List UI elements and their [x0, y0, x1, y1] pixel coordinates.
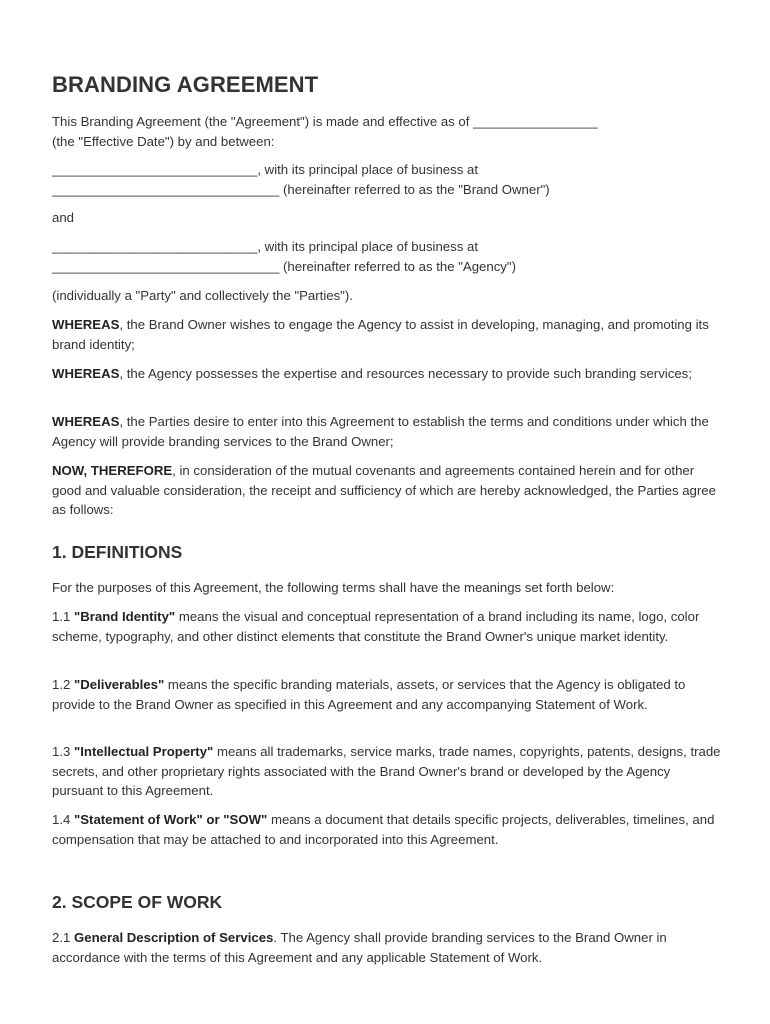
item-number: 2.1	[52, 930, 74, 945]
recital-paragraph	[52, 364, 722, 384]
item-number: 1.2	[52, 677, 74, 692]
section-intro: For the purposes of this Agreement, the following terms shall have the meanings set forth below:	[52, 580, 615, 595]
parties-paragraph: (individually a "Party" and collectively the "Parties").	[52, 288, 353, 303]
section-heading: 2. SCOPE OF WORK	[52, 892, 223, 912]
item-number: 1.3	[52, 744, 74, 759]
intro-line: This Branding Agreement (the "Agreement") is made and effective as of _________________	[52, 114, 598, 129]
recital-text: , the Parties desire to enter into this Agreement to establish the terms and conditions under which the Agency will provide branding services to the Brand Owner;	[52, 414, 709, 449]
recital-paragraph	[52, 315, 722, 354]
definition-item	[52, 607, 722, 646]
definition-text: means a document that details specific projects, deliverables, timelines, and compensation that may be attached to and incorporated into this Agreement.	[52, 812, 715, 847]
clause-title: General Description of Services	[74, 930, 274, 945]
brand-owner-paragraph	[52, 160, 722, 199]
party-line: _______________________________ (hereinafter referred to as the "Brand Owner")	[52, 181, 550, 197]
party-line: ____________________________, with its principal place of business at	[52, 162, 478, 177]
intro-paragraph	[52, 112, 722, 151]
recital-paragraph	[52, 412, 722, 451]
definition-item	[52, 810, 722, 849]
definition-text: means all trademarks, service marks, trade names, copyrights, patents, designs, trade secrets, and other proprietary rights associated with the Brand Owner's brand or developed by the Agency pursuant to this Agreement.	[52, 744, 721, 799]
item-number: 1.4	[52, 812, 74, 827]
definition-text: means the visual and conceptual representation of a brand including its name, logo, color scheme, typography, and other distinct elements that constitute the Brand Owner's unique market identity.	[52, 609, 700, 644]
clause-text: . The Agency shall provide branding services to the Brand Owner in accordance with the terms of this Agreement and any applicable Statement of Work.	[52, 930, 667, 965]
party-line: ____________________________, with its principal place of business at	[52, 239, 478, 254]
intro-line: (the "Effective Date") by and between:	[52, 133, 275, 149]
recital-text: , the Agency possesses the expertise and resources necessary to provide such branding services;	[119, 366, 692, 381]
recital-label: WHEREAS	[52, 317, 120, 332]
definition-text: means the specific branding materials, assets, or services that the Agency is obligated to provide to the Brand Owner as specified in this Agreement and any accompanying Statement of Work.	[52, 677, 686, 712]
recital-text: , in consideration of the mutual covenants and agreements contained herein and for other good and valuable consideration, the receipt and sufficiency of which are hereby acknowledged, the Parties agree as follows:	[52, 463, 716, 518]
agency-paragraph	[52, 237, 722, 276]
recital-label: NOW, THEREFORE	[52, 463, 173, 478]
recital-paragraph	[52, 461, 722, 520]
definition-item	[52, 675, 722, 714]
recital-label: WHEREAS	[52, 366, 120, 381]
defined-term: "Intellectual Property"	[74, 744, 214, 759]
and-text: and	[52, 210, 75, 225]
defined-term: "Statement of Work" or "SOW"	[74, 812, 268, 827]
document-title: BRANDING AGREEMENT	[52, 72, 319, 97]
party-line: _______________________________ (hereinafter referred to as the "Agency")	[52, 258, 516, 274]
scope-item	[52, 928, 722, 967]
defined-term: "Brand Identity"	[74, 609, 176, 624]
recital-label: WHEREAS	[52, 414, 120, 429]
recital-text: , the Brand Owner wishes to engage the Agency to assist in developing, managing, and promoting its brand identity;	[52, 317, 709, 352]
item-number: 1.1	[52, 609, 74, 624]
defined-term: "Deliverables"	[74, 677, 165, 692]
definition-item	[52, 742, 722, 801]
section-heading: 1. DEFINITIONS	[52, 542, 183, 562]
